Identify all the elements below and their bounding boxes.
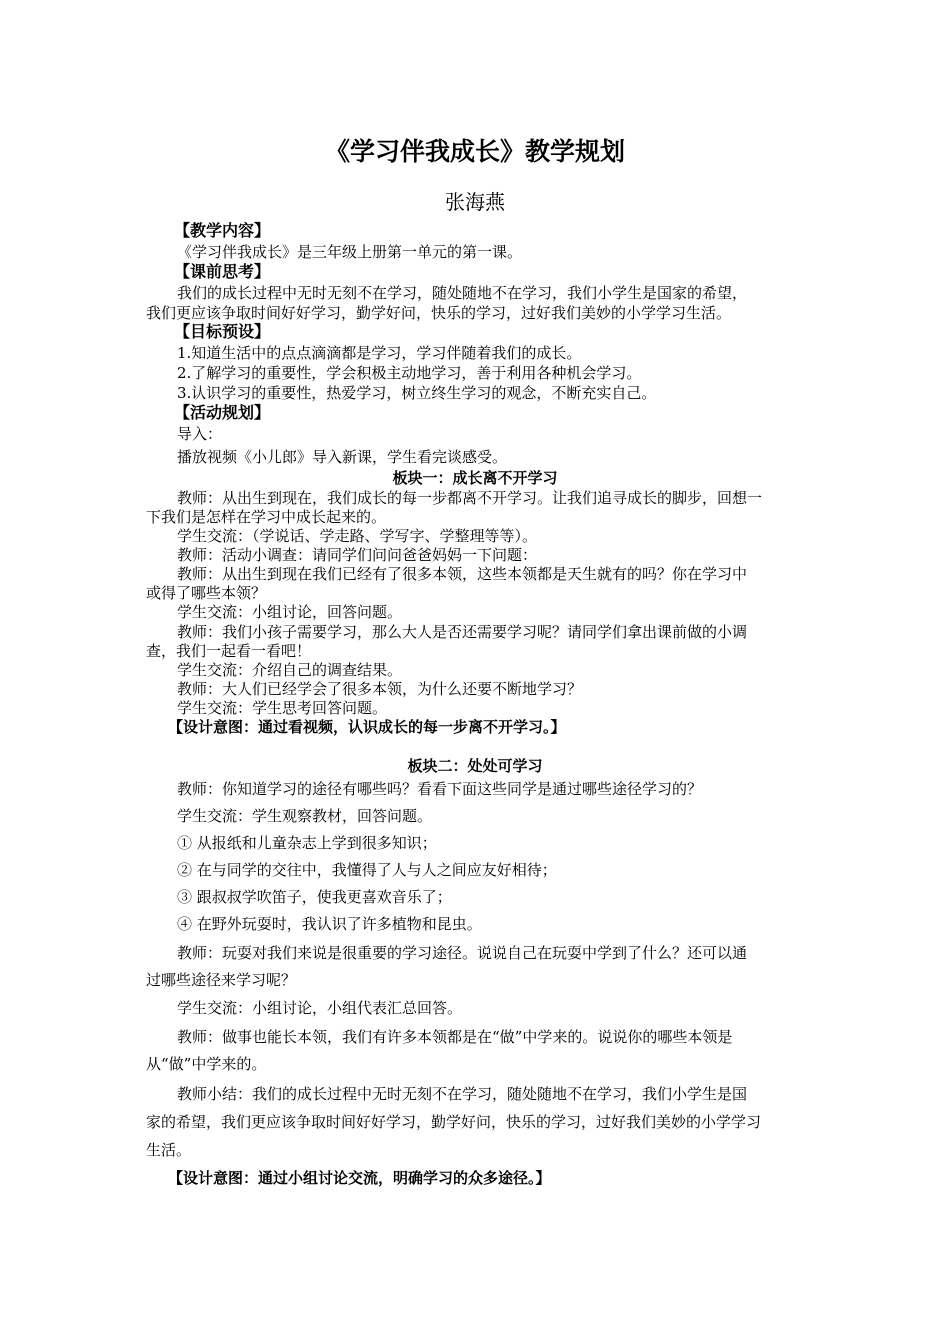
- goal-item: 3.认识学习的重要性，热爱学习，树立终生学习的观念，不断充实自己。: [177, 384, 657, 402]
- paragraph: 教师：做事也能长本领，我们有许多本领都是在“做”中学来的。说说你的哪些本领是: [177, 1028, 733, 1046]
- paragraph: 查，我们一起看一看吧！: [146, 642, 312, 660]
- paragraph: 下我们是怎样在学习中成长起来的。: [146, 508, 387, 526]
- section-heading-content: 【教学内容】: [174, 221, 271, 240]
- list-item: ② 在与同学的交往中，我懂得了人与人之间应友好相待；: [177, 861, 557, 879]
- paragraph: 《学习伴我成长》是三年级上册第一单元的第一课。: [177, 243, 523, 261]
- paragraph: 教师：活动小调查：请同学们问问爸爸妈妈一下问题：: [177, 546, 538, 564]
- list-item: ④ 在野外玩耍时，我认识了许多植物和昆虫。: [177, 915, 482, 933]
- paragraph: 学生交流：学生思考回答问题。: [177, 699, 388, 717]
- paragraph: 教师：大人们已经学会了很多本领，为什么还要不断地学习？: [177, 680, 583, 698]
- design-intent: 【设计意图：通过看视频，认识成长的每一步离不开学习。】: [168, 718, 566, 736]
- goal-item: 1.知道生活中的点点滴滴都是学习，学习伴随着我们的成长。: [177, 344, 582, 362]
- section-heading-goals: 【目标预设】: [174, 322, 271, 341]
- paragraph: 我们的成长过程中无时无刻不在学习，随处随地不在学习，我们小学生是国家的希望，: [177, 284, 748, 302]
- list-item: ① 从报纸和儿童杂志上学到很多知识；: [177, 834, 437, 852]
- author-name: 张海燕: [445, 190, 505, 214]
- paragraph: 学生交流：小组讨论，回答问题。: [177, 603, 403, 621]
- paragraph: 生活。: [146, 1141, 192, 1159]
- paragraph: 教师：从出生到现在，我们成长的每一步都离不开学习。让我们追寻成长的脚步，回想一: [177, 489, 763, 507]
- paragraph: 教师：你知道学习的途径有哪些吗？看看下面这些同学是通过哪些途径学习的？: [177, 780, 703, 798]
- intro-label: 导入：: [177, 425, 223, 443]
- document-title: 《学习伴我成长》教学规划: [324, 137, 625, 166]
- paragraph: 学生交流：介绍自己的调查结果。: [177, 661, 403, 679]
- paragraph: 教师小结：我们的成长过程中无时无刻不在学习，随处随地不在学习，我们小学生是国: [177, 1085, 748, 1103]
- design-intent: 【设计意图：通过小组讨论交流，明确学习的众多途径。】: [168, 1169, 551, 1187]
- paragraph: 家的希望，我们更应该争取时间好好学习，勤学好问，快乐的学习，过好我们美妙的小学学习: [146, 1113, 762, 1131]
- paragraph: 我们更应该争取时间好好学习，勤学好问，快乐的学习，过好我们美妙的小学学习生活。: [146, 304, 732, 322]
- paragraph: 学生交流：学生观察教材，回答问题。: [177, 807, 433, 825]
- paragraph: 从“做”中学来的。: [146, 1055, 267, 1073]
- block-title: 板块一：成长离不开学习: [392, 469, 558, 487]
- paragraph: 过哪些途径来学习呢？: [146, 971, 297, 989]
- paragraph: 学生交流：（学说话、学走路、学写字、学整理等等）。: [177, 527, 538, 545]
- paragraph: 教师：从出生到现在我们已经有了很多本领，这些本领都是天生就有的吗？你在学习中: [177, 565, 748, 583]
- paragraph: 学生交流：小组讨论，小组代表汇总回答。: [177, 999, 463, 1017]
- paragraph: 播放视频《小儿郎》导入新课，学生看完谈感受。: [177, 448, 508, 466]
- paragraph: 教师：玩耍对我们来说是很重要的学习途径。说说自己在玩耍中学到了什么？还可以通: [177, 944, 748, 962]
- goal-item: 2.了解学习的重要性，学会积极主动地学习，善于利用各种机会学习。: [177, 364, 642, 382]
- block-title: 板块二：处处可学习: [407, 757, 543, 775]
- section-heading-think: 【课前思考】: [174, 262, 271, 281]
- list-item: ③ 跟叔叔学吹笛子，使我更喜欢音乐了；: [177, 888, 452, 906]
- paragraph: 或得了哪些本领？: [146, 584, 267, 602]
- paragraph: 教师：我们小孩子需要学习，那么大人是否还需要学习呢？请同学们拿出课前做的小调: [177, 623, 748, 641]
- section-heading-activity: 【活动规划】: [174, 403, 271, 422]
